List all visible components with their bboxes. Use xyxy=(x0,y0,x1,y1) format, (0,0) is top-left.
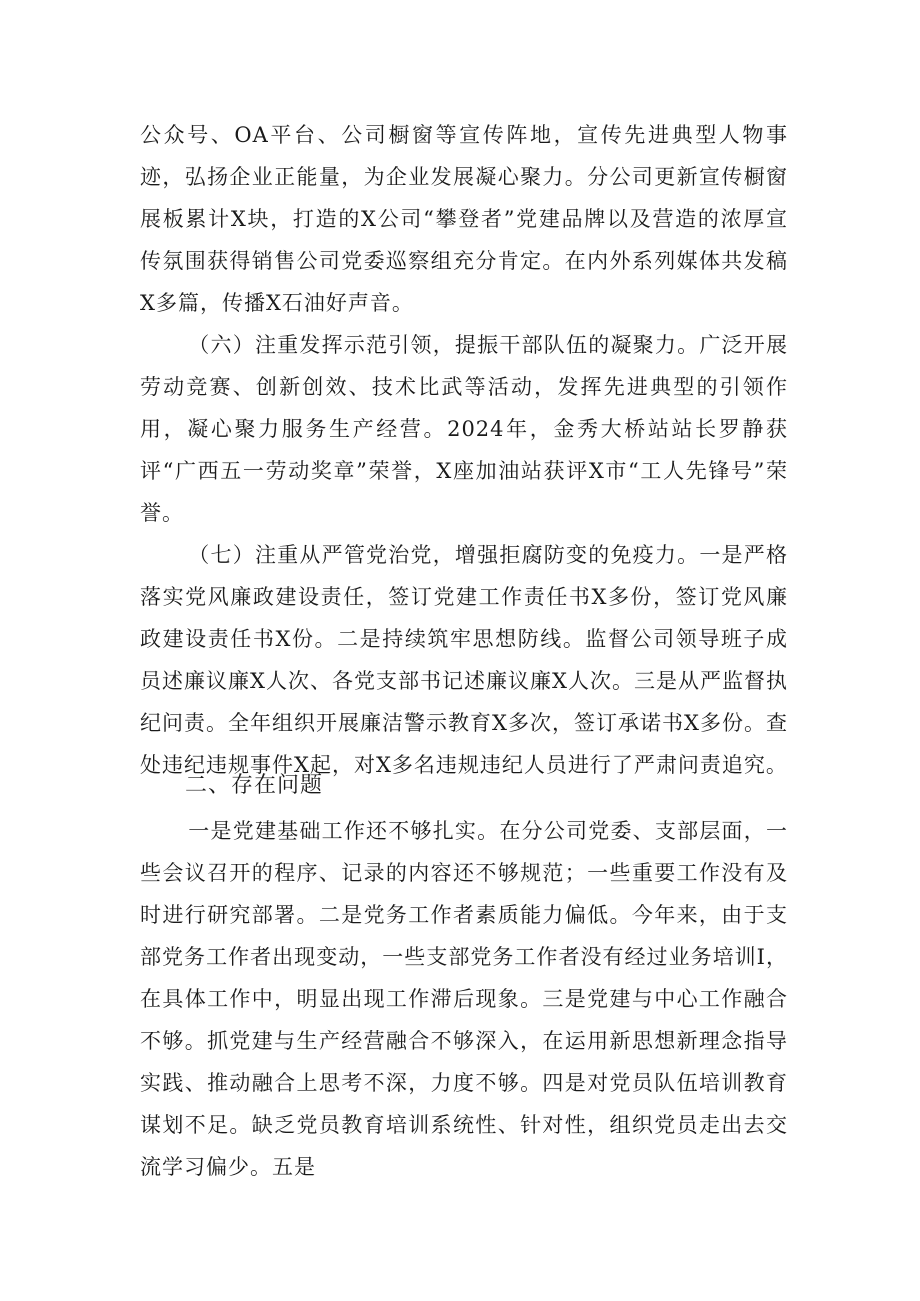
body-section-problems xyxy=(140,810,788,1188)
section-heading-problems: 二、存在问题 xyxy=(185,773,324,798)
paragraph-seven-discipline: （七）注重从严管党治党，增强拒腐防变的免疫力。一是严格落实党风廉政建设责任，签订党建工作责任书X多份，签订党风廉政建设责任书X份。二是持续筑牢思想防线。监督公司领导班子成员述廉议廉X人次、各党支部书记述廉议廉X人次。三是从严监督执纪问责。全年组织开展廉洁警示教育X多次，签订承诺书X多份。查处违纪违规事件X起，对X多名违规违纪人员进行了严肃问责追究。 xyxy=(140,543,788,777)
paragraph-six-demonstration: （六）注重发挥示范引领，提振干部队伍的凝聚力。广泛开展劳动竞赛、创新创效、技术比武等活动，发挥先进典型的引领作用，凝心聚力服务生产经营。2024年，金秀大桥站站长罗静获评“广西五一劳动奖章”荣誉，X座加油站获评X市“工人先锋号”荣誉。 xyxy=(140,333,788,525)
paragraph-problems-list: 一是党建基础工作还不够扎实。在分公司党委、支部层面，一些会议召开的程序、记录的内容还不够规范；一些重要工作没有及时进行研究部署。二是党务工作者素质能力偏低。今年来，由于支部党务工作者出现变动，一些支部党务工作者没有经过业务培训I，在具体工作中，明显出现工作滞后现象。三是党建与中心工作融合不够。抓党建与生产经营融合不够深入，在运用新思想新理念指导实践、推动融合上思考不深，力度不够。四是对党员队伍培训教育谋划不足。缺乏党员教育培训系统性、针对性，组织党员走出去交流学习偏少。五是 xyxy=(140,819,788,1179)
body-section-top xyxy=(140,114,788,786)
paragraph-publicity: 公众号、OA平台、公司橱窗等宣传阵地，宣传先进典型人物事迹，弘扬企业正能量，为企业发展凝心聚力。分公司更新宣传橱窗展板累计X块，打造的X公司“攀登者”党建品牌以及营造的浓厚宣传氛围获得销售公司党委巡察组充分肯定。在内外系列媒体共发稿X多篇，传播X石油好声音。 xyxy=(140,123,788,315)
